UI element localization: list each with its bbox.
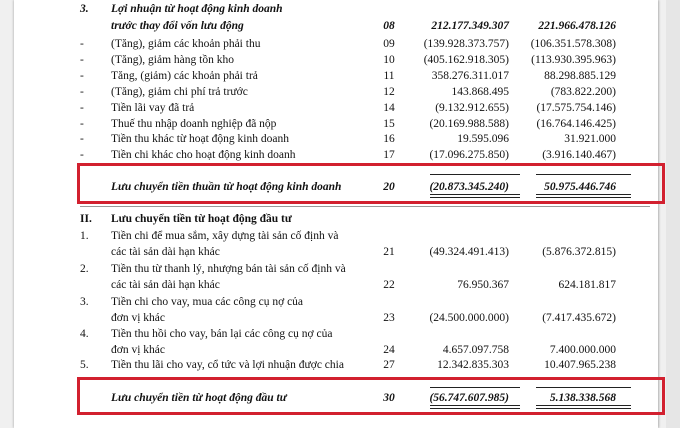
row-label: Tiền chi để mua sắm, xây dựng tài sản cố định và (111, 230, 339, 242)
row-code: 22 (383, 279, 395, 291)
row-index: 4. (80, 328, 89, 340)
row-value-prior: 88.298.885.129 (544, 70, 616, 82)
row-value-prior: 7.400.000.000 (549, 344, 616, 356)
row-index: - (80, 54, 84, 66)
row-code: 11 (383, 70, 395, 82)
row-label: (Tăng), giảm chi phí trả trước (111, 86, 248, 98)
row-label: Tiền thu hồi cho vay, bán lại các công cụ nợ của (111, 328, 333, 340)
row-code: 10 (383, 54, 395, 66)
row-value-current: (9.132.912.655) (435, 102, 509, 114)
row-label: đơn vị khác (111, 312, 165, 324)
row-value-prior: 10.407.965.238 (544, 359, 616, 371)
row-code: 14 (383, 102, 395, 114)
row-value-current: 76.950.367 (457, 279, 509, 291)
row-code: 16 (383, 133, 395, 145)
row-code: 09 (383, 38, 395, 50)
statement-row (0, 262, 644, 277)
row-value-current: 4.657.097.758 (442, 344, 509, 356)
row-label: Tiền chi cho vay, mua các công cụ nợ của (111, 296, 304, 308)
statement-row (0, 117, 644, 132)
row-value-current: (49.324.491.413) (429, 246, 509, 258)
row-value-current: 358.276.311.017 (431, 70, 509, 82)
statement-row (0, 311, 644, 326)
statement-row (0, 278, 644, 293)
row-code: 17 (383, 149, 395, 161)
viewer-background (666, 0, 680, 428)
row-index: 1. (80, 230, 89, 242)
row-index: - (80, 38, 84, 50)
row-value-prior: (113.930.395.963) (531, 54, 616, 66)
row-value-prior: (783.822.200) (550, 86, 616, 98)
row-value-prior: (16.764.146.425) (536, 118, 616, 130)
statement-row (0, 295, 644, 310)
row-code: 20 (383, 181, 395, 193)
row-index: - (80, 118, 84, 130)
row-label: (Tăng), giảm hàng tồn kho (111, 54, 234, 66)
statement-row (0, 101, 644, 116)
statement-row (0, 53, 644, 68)
row-index: - (80, 149, 84, 161)
row-value-prior: 221.966.478.126 (538, 20, 616, 32)
row-code: 12 (383, 86, 395, 98)
row-code: 08 (383, 20, 395, 32)
row-label: trước thay đổi vốn lưu động (111, 20, 244, 32)
row-value-prior: 5.138.338.568 (549, 392, 616, 404)
row-label: Tiền chi khác cho hoạt động kinh doanh (111, 149, 296, 161)
section-heading (0, 212, 644, 227)
row-label: Tiền thu từ thanh lý, nhượng bán tài sản cố định và (111, 263, 346, 275)
row-code: 21 (383, 246, 395, 258)
row-value-prior: (7.417.435.672) (542, 312, 616, 324)
row-value-current: (17.096.275.850) (429, 149, 509, 161)
row-label: Lưu chuyển tiền thuần từ hoạt động kinh doanh (111, 181, 342, 193)
row-value-current: (139.928.373.757) (423, 38, 509, 50)
row-value-prior: 624.181.817 (558, 279, 616, 291)
statement-row (0, 37, 644, 52)
row-index: 3. (80, 3, 89, 15)
row-label: đơn vị khác (111, 344, 165, 356)
row-code: 30 (383, 392, 395, 404)
row-value-prior: (3.916.140.467) (542, 149, 616, 161)
row-value-current: 212.177.349.307 (431, 20, 509, 32)
row-label: các tài sản dài hạn khác (111, 246, 220, 258)
statement-row (0, 245, 644, 260)
row-value-prior: (5.876.372.815) (542, 246, 616, 258)
statement-row (0, 132, 644, 147)
row-label: Lưu chuyển tiền từ hoạt động đầu tư (111, 392, 287, 404)
section-separator (80, 206, 650, 207)
row-code: 23 (383, 312, 395, 324)
statement-row (0, 2, 644, 17)
row-label: (Tăng), giảm các khoản phải thu (111, 38, 261, 50)
statement-row (0, 343, 644, 358)
row-label: Tiền thu khác từ hoạt động kinh doanh (111, 133, 289, 145)
row-label: Lưu chuyển tiền từ hoạt động đầu tư (111, 213, 292, 225)
row-label: các tài sản dài hạn khác (111, 279, 220, 291)
row-index: - (80, 102, 84, 114)
row-label: Tiền thu lãi cho vay, cổ tức và lợi nhuận được chia (111, 359, 344, 371)
statement-row (0, 229, 644, 244)
row-index: - (80, 133, 84, 145)
row-code: 24 (383, 344, 395, 356)
row-value-current: 12.342.835.303 (437, 359, 509, 371)
row-value-current: (20.873.345.240) (429, 181, 509, 193)
row-code: 15 (383, 118, 395, 130)
row-label: Thuế thu nhập doanh nghiệp đã nộp (111, 118, 277, 130)
row-index: 3. (80, 296, 89, 308)
row-value-current: 19.595.096 (457, 133, 509, 145)
row-value-current: (405.162.918.305) (423, 54, 509, 66)
statement-row (0, 85, 644, 100)
row-value-prior: (106.351.578.308) (530, 38, 616, 50)
row-value-current: (20.169.988.588) (429, 118, 509, 130)
row-value-current: (24.500.000.000) (429, 312, 509, 324)
row-label: Tăng, (giảm) các khoản phải trả (111, 70, 258, 82)
row-index: 5. (80, 359, 89, 371)
highlight-box (77, 377, 665, 415)
statement-row (0, 148, 644, 163)
row-code: 27 (383, 359, 395, 371)
statement-row (0, 19, 644, 34)
row-value-prior: 31.921.000 (564, 133, 616, 145)
row-label: Lợi nhuận từ hoạt động kinh doanh (111, 3, 283, 15)
row-index: - (80, 70, 84, 82)
statement-row (0, 358, 644, 373)
row-value-current: (56.747.607.985) (429, 392, 509, 404)
row-value-prior: 50.975.446.746 (544, 181, 616, 193)
row-value-current: 143.868.495 (451, 86, 509, 98)
row-index: - (80, 86, 84, 98)
row-label: Tiền lãi vay đã trả (111, 102, 195, 114)
row-index: 2. (80, 263, 89, 275)
row-index: II. (80, 213, 92, 225)
highlight-box (77, 163, 665, 204)
statement-row (0, 69, 644, 84)
row-value-prior: (17.575.754.146) (536, 102, 616, 114)
statement-row (0, 327, 644, 342)
